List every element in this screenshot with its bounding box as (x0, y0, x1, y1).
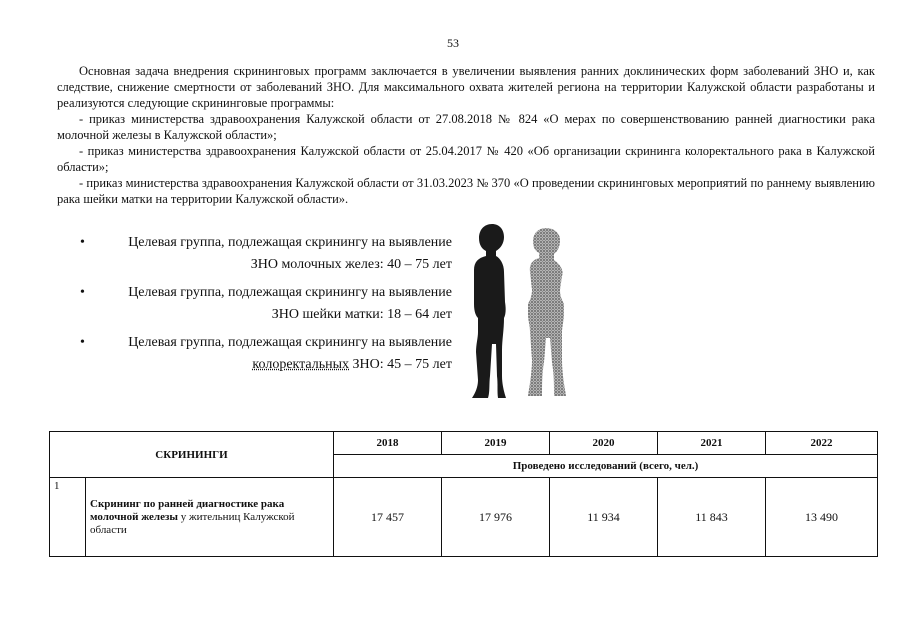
target-group-age: ЗНО молочных желез: 40 – 75 лет (250, 257, 452, 272)
year-header-2021: 2021 (658, 432, 766, 455)
value-2019: 17 976 (442, 478, 550, 557)
year-header-2018: 2018 (334, 432, 442, 455)
screening-name-rest: у жительниц Калужской области (90, 510, 295, 536)
target-group-cervical (70, 282, 452, 326)
silhouettes-illustration (462, 220, 582, 402)
value-2020: 11 934 (550, 478, 658, 557)
target-group-label: Целевая группа, подлежащая скринингу на выявление (128, 335, 452, 350)
order-item-2: - приказ министерства здравоохранения Калужской области от 25.04.2017 № 420 «Об организации скрининга колоректального рака в Калужской области»; (57, 144, 875, 174)
target-group-age: ЗНО шейки матки: 18 – 64 лет (271, 307, 452, 322)
target-group-age (96, 354, 452, 376)
value-2018: 17 457 (334, 478, 442, 557)
screening-name (86, 478, 334, 557)
row-number: 1 (50, 478, 86, 557)
table-header-row (50, 432, 878, 455)
target-group-colorectal (70, 332, 452, 376)
page-number: 53 (447, 36, 459, 50)
year-header-2019: 2019 (442, 432, 550, 455)
bullet-icon: • (80, 335, 85, 350)
target-group-breast (70, 232, 452, 276)
colorectal-age: ЗНО: 45 – 75 лет (349, 357, 452, 372)
intro-text (57, 63, 875, 207)
male-silhouette-icon (472, 224, 506, 398)
studies-conducted-header: Проведено исследований (всего, чел.) (334, 455, 878, 478)
table-row (50, 478, 878, 557)
value-2021: 11 843 (658, 478, 766, 557)
screening-name-bold: Скрининг по ранней диагностике рака молочной железы (90, 497, 285, 523)
screening-table (49, 431, 878, 557)
target-groups-list (70, 232, 452, 382)
colorectal-word: колоректальных (252, 357, 350, 372)
target-group-label: Целевая группа, подлежащая скринингу на выявление (128, 235, 452, 250)
order-item-1: - приказ министерства здравоохранения Калужской области от 27.08.2018 № 824 «О мерах по совершенствованию ранней диагностики рака молочной железы в Калужской области»; (57, 112, 875, 142)
year-header-2020: 2020 (550, 432, 658, 455)
female-silhouette-icon (528, 228, 566, 396)
target-group-label: Целевая группа, подлежащая скринингу на выявление (128, 285, 452, 300)
screening-table-container (49, 431, 877, 557)
bullet-icon: • (80, 285, 85, 300)
order-item-3: - приказ министерства здравоохранения Калужской области от 31.03.2023 № 370 «О проведении скрининговых мероприятий по раннему выявлению рака шейки матки на территории Калужской области». (57, 176, 875, 206)
year-header-2022: 2022 (766, 432, 878, 455)
screenings-header: СКРИНИНГИ (50, 432, 334, 478)
intro-paragraph: Основная задача внедрения скрининговых программ заключается в увеличении выявления ранних доклинических форм заболеваний ЗНО и, как следствие, снижение смертности от заболеваний ЗНО. Для максимального охвата жителей региона на территории Калужской области разработаны и реализуются следующие скрининговые программы: (57, 64, 875, 110)
bullet-icon: • (80, 235, 85, 250)
value-2022: 13 490 (766, 478, 878, 557)
